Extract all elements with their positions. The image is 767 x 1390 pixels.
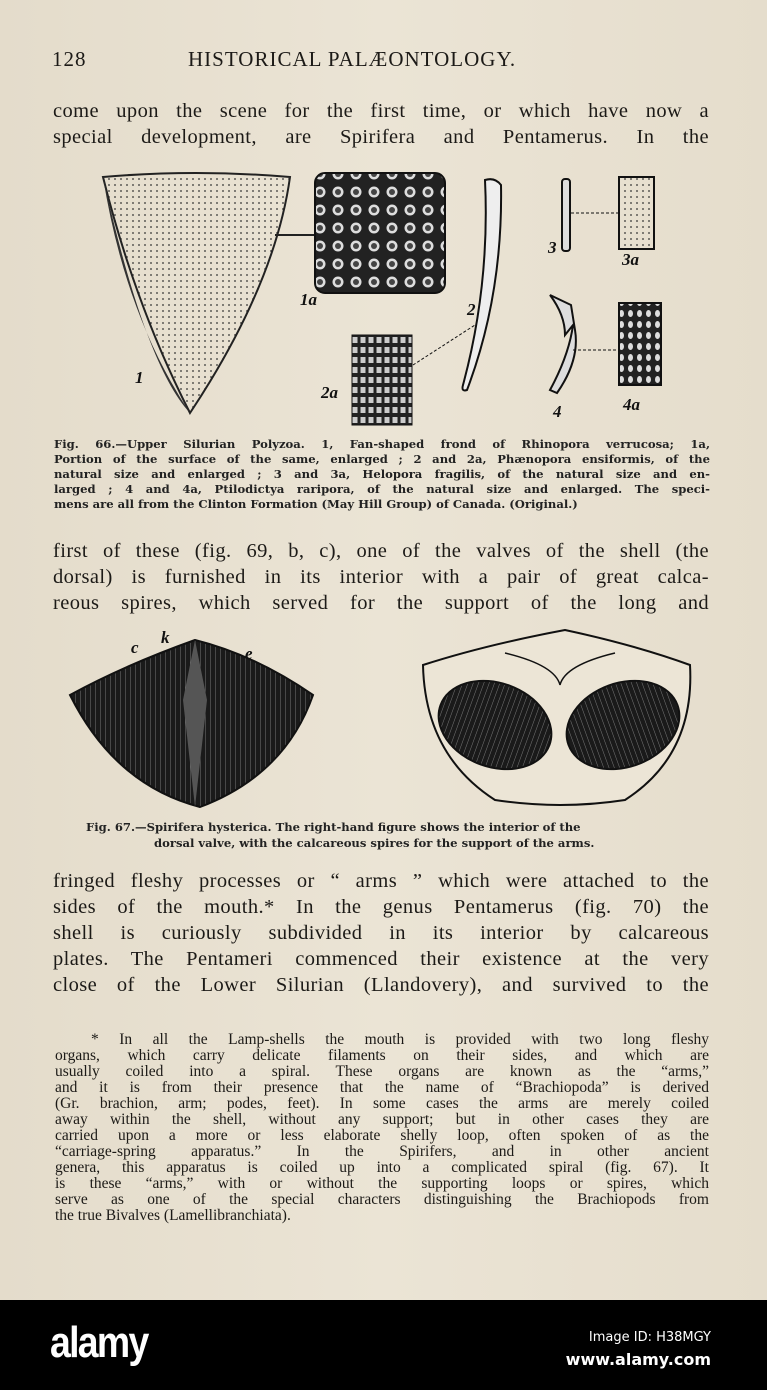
- fig-label: 3: [548, 238, 557, 257]
- running-title: HISTORICAL PALÆONTOLOGY.: [188, 47, 517, 71]
- footnote-line: usually coiled into a spiral. These organs are known as the “arms,”: [55, 1063, 709, 1080]
- body-line: fringed fleshy processes or “ arms ” which were attached to the: [53, 870, 709, 892]
- fig67-illustration: [65, 625, 705, 815]
- body-line: close of the Lower Silurian (Llandovery), and survived to the: [53, 974, 709, 996]
- rhinopora-frond: [103, 173, 290, 413]
- footnote-line: * In all the Lamp-shells the mouth is provided with two long fleshy: [91, 1031, 709, 1048]
- fig67-caption-line: Fig. 67.—Spirifera hysterica. The right-hand figure shows the interior of the: [86, 820, 581, 834]
- body-line: dorsal) is furnished in its interior with a pair of great calca-: [53, 566, 709, 588]
- alamy-logo: alamy: [50, 1318, 148, 1367]
- site-url: www.alamy.com: [565, 1350, 711, 1369]
- fig-label: 1: [135, 368, 144, 387]
- footnote-line: (Gr. brachion, arm; podes, feet). In some cases the arms are merely coiled: [55, 1095, 709, 1112]
- footnote-line: “carriage-spring apparatus.” In the Spirifers, and in other ancient: [55, 1143, 709, 1160]
- footnote-line: and it is from their presence that the name of “Brachiopoda” is derived: [55, 1079, 709, 1096]
- fig-label: 1a: [300, 290, 317, 309]
- fig-label: 4a: [623, 395, 640, 414]
- fig66-caption-line: mens are all from the Clinton Formation (May Hill Group) of Canada. (Original.): [54, 497, 578, 511]
- fig66-caption-line: larged ; 4 and 4a, Ptilodictya raripora, of the natural size and enlarged. The speci-: [54, 482, 710, 496]
- surface-enlarged: [315, 173, 445, 293]
- phaenopora-enlarged: [352, 335, 412, 425]
- footnote-line: carried upon a more or less elaborate shelly loop, often spoken of as the: [55, 1127, 709, 1144]
- fig-label: 3a: [622, 250, 639, 269]
- body-line: plates. The Pentameri commenced their existence at the very: [53, 948, 709, 970]
- fig-label: 4: [553, 402, 562, 421]
- footnote-line: is these “arms,” with or without the supporting loops or spires, which: [55, 1175, 709, 1192]
- fig66-caption-line: Fig. 66.—Upper Silurian Polyzoa. 1, Fan-shaped frond of Rhinopora verrucosa; 1a,: [54, 437, 710, 451]
- fig67-caption-line: dorsal valve, with the calcareous spires for the support of the arms.: [154, 836, 595, 850]
- footnote-line: genera, this apparatus is coiled up into a complicated spiral (fig. 67). It: [55, 1159, 709, 1176]
- body-line: special development, are Spirifera and Pentamerus. In the: [53, 126, 709, 148]
- fig-label: c: [131, 638, 139, 657]
- footnote-line: away within the shell, without any support; but in other cases they are: [55, 1111, 709, 1128]
- fig66-illustration: [95, 165, 675, 430]
- watermark-bar: [0, 1300, 767, 1390]
- footnote-line: the true Bivalves (Lamellibranchiata).: [55, 1207, 291, 1224]
- image-id: Image ID: H38MGY: [588, 1330, 711, 1345]
- body-line: reous spires, which served for the support of the long and: [53, 592, 709, 614]
- body-line: shell is curiously subdivided in its interior by calcareous: [53, 922, 709, 944]
- page-number: 128: [52, 47, 87, 71]
- fig66-caption-line: natural size and enlarged ; 3 and 3a, Helopora fragilis, of the natural size and en-: [54, 467, 710, 481]
- fig-label: k: [161, 628, 170, 647]
- footnote-line: organs, which carry delicate filaments on their sides, and which are: [55, 1047, 709, 1064]
- fig-label: 2a: [321, 383, 338, 402]
- fig66-caption-line: Portion of the surface of the same, enlarged ; 2 and 2a, Phænopora ensiformis, of the: [54, 452, 710, 466]
- body-line: sides of the mouth.* In the genus Pentamerus (fig. 70) the: [53, 896, 709, 918]
- body-line: first of these (fig. 69, b, c), one of the valves of the shell (the: [53, 540, 709, 562]
- fig-label: 2: [467, 300, 476, 319]
- footnote-line: serve as one of the special characters distinguishing the Brachiopods from: [55, 1191, 709, 1208]
- phaenopora-frond: [463, 179, 502, 390]
- fig-label: e: [245, 644, 253, 663]
- body-line: come upon the scene for the first time, or which have now a: [53, 100, 709, 122]
